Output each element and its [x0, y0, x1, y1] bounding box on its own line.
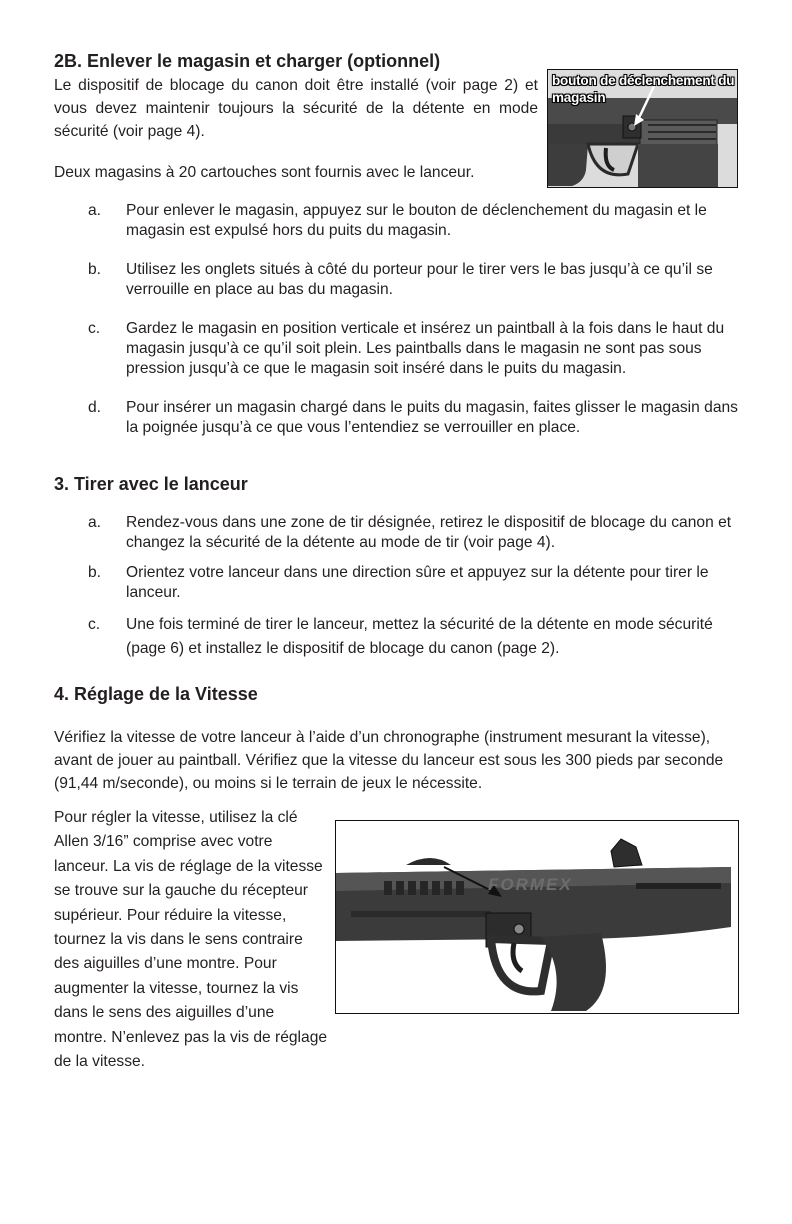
magazine-release-figure [547, 69, 738, 188]
section-3-title: 3. Tirer avec le lanceur [54, 474, 248, 494]
section-4-title: 4. Réglage de la Vitesse [54, 684, 258, 704]
marker-brand-text: FORMEX [488, 875, 573, 894]
list-item: a. Pour enlever le magasin, appuyez sur le bouton de déclenchement du magasin et le magasin est expulsé hors du puits du magasin. [88, 202, 707, 239]
list-item: c. Une fois terminé de tirer le lanceur, mettez la sécurité de la détente en mode sécurité (page 6) et installez le dispositif de blocage du canon (page 2). [88, 616, 713, 657]
magazine-release-callout: bouton de déclenchement du magasin [552, 73, 735, 105]
list-item: c. Gardez le magasin en position verticale et insérez un paintball à la fois dans le haut du magasin jusqu’à ce qu’il soit plein. Les paintballs dans le magasin ne sont pas sous pression jusqu’à ce que le magasin soit inséré dans le puits du magasin. [88, 320, 725, 377]
section-4-para2: Pour régler la vitesse, utilisez la clé Allen 3/16” comprise avec votre lanceur. La vis de réglage de la vitesse se trouve sur la gauche du récepteur supérieur. Pour réduire la vitesse, tournez la vis dans le sens contraire des aiguilles d’une montre. Pour augmenter la vitesse, tournez la vis dans le sens des aiguilles d’une montre. N’enlevez pas la vis de réglage de la vitesse. [54, 809, 328, 1071]
list-item: b. Utilisez les onglets situés à côté du porteur pour le tirer vers le bas jusqu’à ce qu’il se verrouille en place au bas du magasin. [88, 261, 713, 298]
list-item: b. Orientez votre lanceur dans une direction sûre et appuyez sur la détente pour tirer le lanceur. [88, 564, 709, 601]
list-item: a. Rendez-vous dans une zone de tir désignée, retirez le dispositif de blocage du canon et changez la sécurité de la détente au mode de tir (voir page 4). [88, 514, 732, 551]
section-2b-title: 2B. Enlever le magasin et charger (optionnel) [54, 51, 441, 71]
section-2b-intro: Le dispositif de blocage du canon doit être installé (voir page 2) et vous devez maintenir toujours la sécurité de la détente en mode sécurité (voir page 4). [54, 77, 538, 140]
velocity-adjust-figure [335, 820, 739, 1014]
list-item: d. Pour insérer un magasin chargé dans le puits du magasin, faites glisser le magasin dans la poignée jusqu’à ce que vous l’entendiez se verrouiller en place. [88, 399, 738, 436]
section-2b-steps [54, 201, 742, 438]
section-2b-magazines: Deux magasins à 20 cartouches sont fournis avec le lanceur. [54, 164, 475, 181]
section-4-para1: Vérifiez la vitesse de votre lanceur à l’aide d’un chronographe (instrument mesurant la vitesse), avant de jouer au paintball. Vérifiez que la vitesse du lanceur est sous les 300 pieds par seconde (91,44 m/seconde), ou moins si le terrain de jeux le nécessite. [54, 729, 724, 792]
velocity-adjust-illustration [336, 821, 738, 1013]
section-3-steps [54, 513, 742, 661]
